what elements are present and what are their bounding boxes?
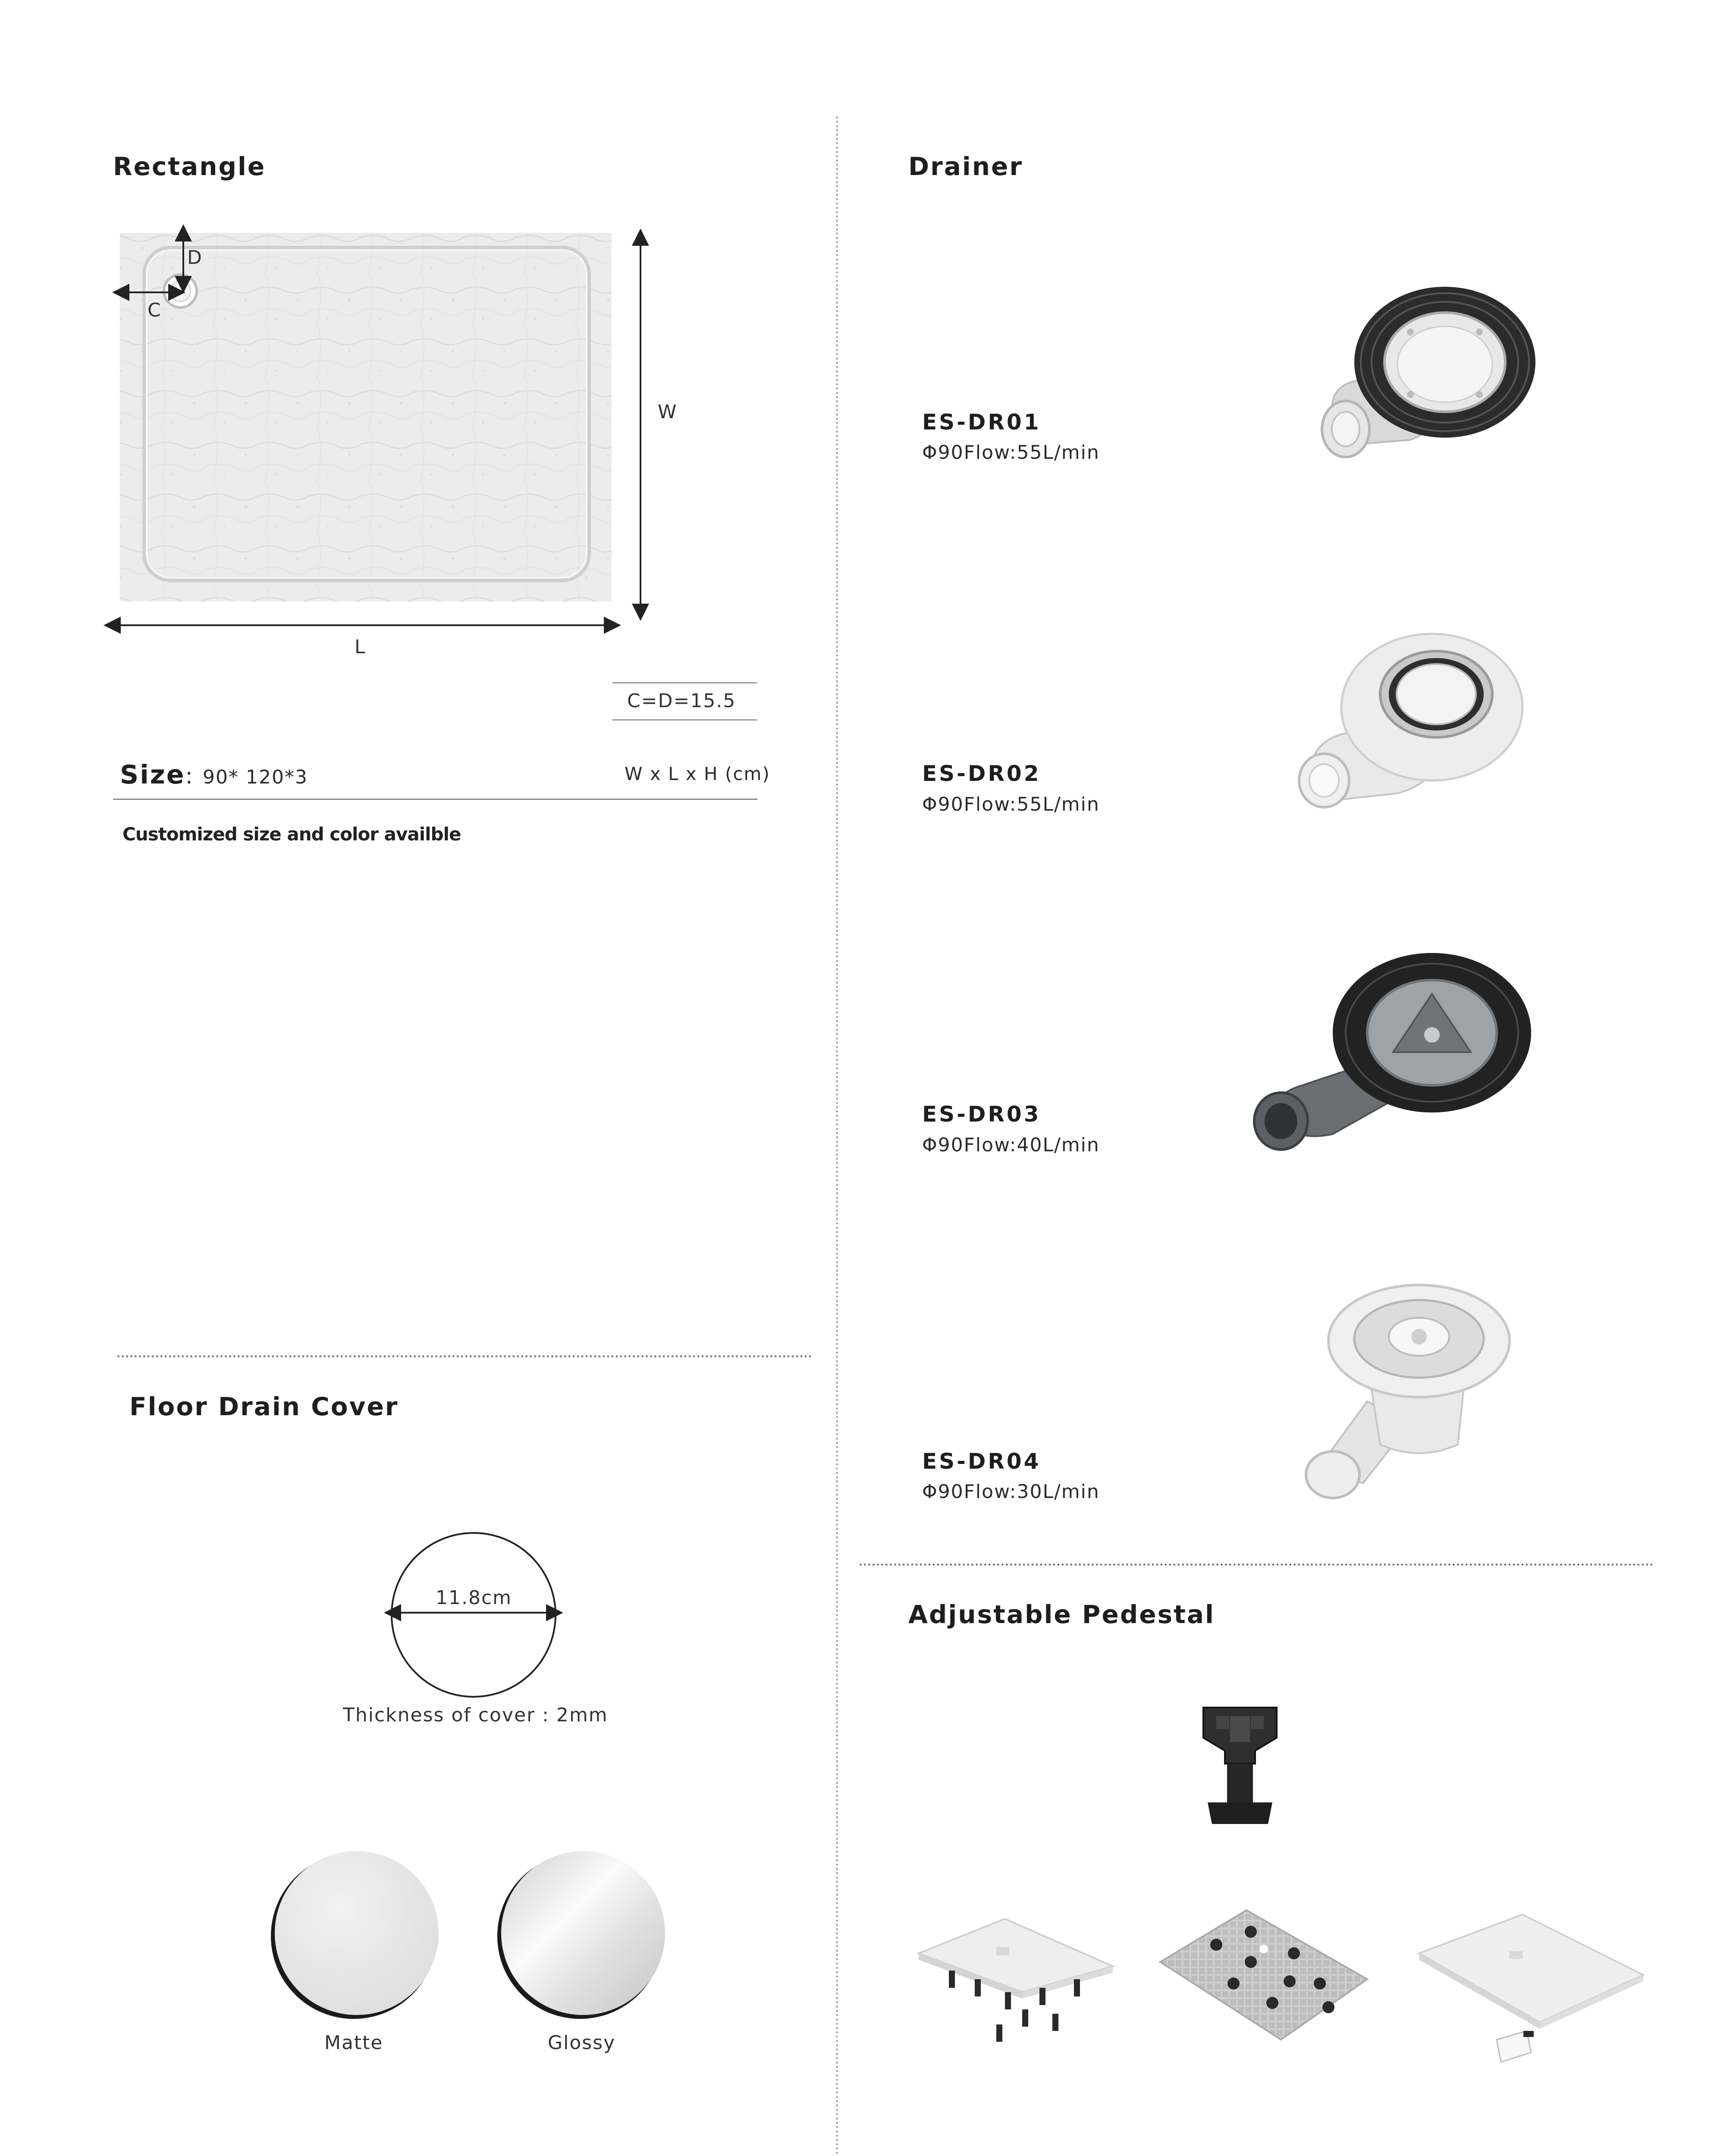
drainer-spec-1: Φ90Flow:55L/min bbox=[922, 442, 1100, 464]
drainer-spec-3: Φ90Flow:40L/min bbox=[922, 1134, 1100, 1156]
pedestal-tray-corner-image bbox=[910, 1906, 1117, 2061]
size-label: Size bbox=[120, 760, 185, 790]
dim-w-label: W bbox=[658, 401, 678, 423]
size-units: W x L x H (cm) bbox=[625, 763, 770, 784]
size-row bbox=[120, 760, 308, 790]
shower-tray-drawing bbox=[104, 224, 776, 664]
size-value: 90* 120*3 bbox=[203, 766, 308, 788]
drainer-heading: Drainer bbox=[908, 152, 1023, 181]
size-colon: : bbox=[185, 763, 193, 789]
cd-rule-top bbox=[612, 682, 757, 683]
drainer-code-2: ES-DR02 bbox=[922, 761, 1041, 786]
cover-finish-matte bbox=[265, 1848, 442, 2024]
drainer-spec-4: Φ90Flow:30L/min bbox=[922, 1481, 1100, 1503]
finish-glossy-label: Glossy bbox=[548, 2032, 616, 2054]
finish-matte-label: Matte bbox=[324, 2032, 383, 2054]
cd-rule-bottom bbox=[612, 719, 757, 721]
cover-thickness: Thickness of cover : 2mm bbox=[343, 1704, 608, 1726]
adjustable-pedestal-heading: Adjustable Pedestal bbox=[908, 1600, 1215, 1629]
dim-d-label: D bbox=[187, 247, 203, 269]
drainer-image-2 bbox=[1285, 630, 1527, 819]
cover-diameter: 11.8cm bbox=[436, 1587, 512, 1609]
rectangle-heading: Rectangle bbox=[113, 152, 266, 181]
cover-diameter-diagram bbox=[384, 1531, 565, 1703]
column-divider bbox=[836, 116, 838, 2156]
drainer-code-1: ES-DR01 bbox=[922, 410, 1041, 435]
drainer-image-3 bbox=[1246, 953, 1540, 1169]
pedestal-tray-underside-image bbox=[1152, 1897, 1376, 2061]
floor-drain-cover-heading: Floor Drain Cover bbox=[129, 1392, 399, 1421]
pedestal-tray-rect-image bbox=[1410, 1902, 1652, 2083]
drainer-code-4: ES-DR04 bbox=[922, 1449, 1041, 1474]
drainer-spec-2: Φ90Flow:55L/min bbox=[922, 793, 1100, 815]
section-divider-left bbox=[117, 1355, 812, 1357]
dim-l-label: L bbox=[355, 636, 366, 658]
cover-finish-glossy bbox=[492, 1848, 669, 2024]
drainer-code-3: ES-DR03 bbox=[922, 1102, 1041, 1127]
cd-value: C=D=15.5 bbox=[627, 690, 736, 712]
size-rule bbox=[113, 799, 757, 800]
drainer-image-1 bbox=[1303, 285, 1544, 474]
section-divider-right bbox=[860, 1564, 1653, 1566]
dim-c-label: C bbox=[148, 299, 162, 321]
drainer-image-4 bbox=[1281, 1276, 1540, 1509]
custom-note: Customized size and color availble bbox=[122, 824, 461, 845]
pedestal-foot-image bbox=[1190, 1690, 1290, 1833]
